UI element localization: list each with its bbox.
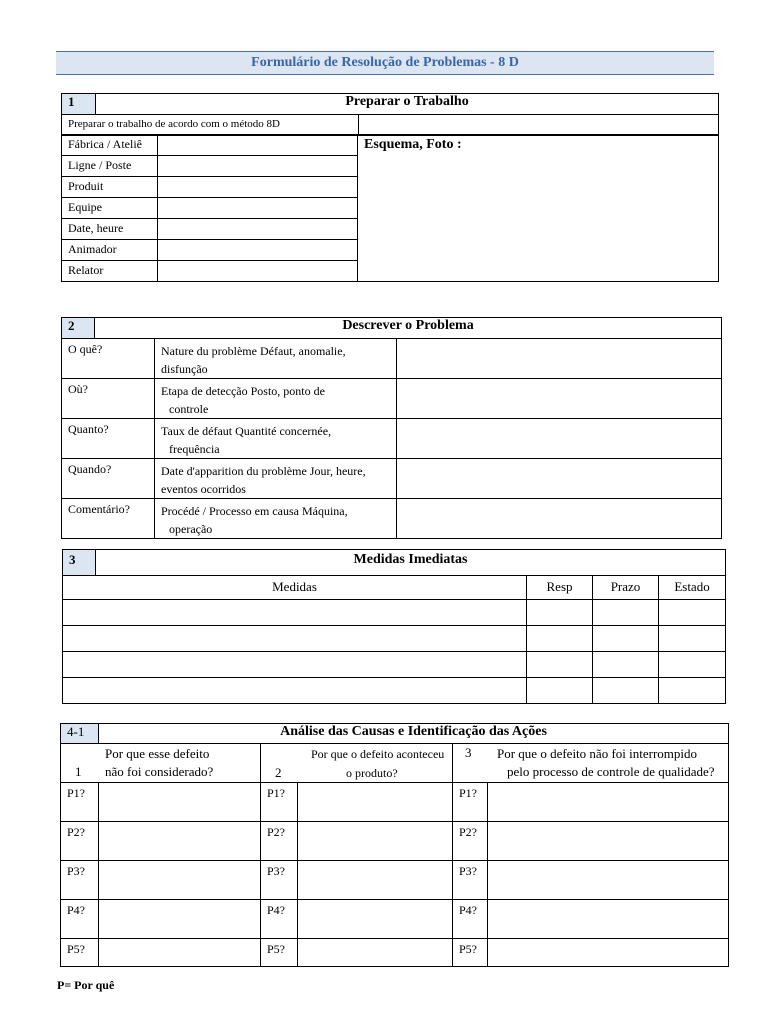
deadline-cell[interactable] bbox=[593, 600, 659, 626]
column-question: Por que esse defeito bbox=[105, 746, 210, 761]
row-value[interactable] bbox=[158, 240, 358, 261]
question-desc: Etapa de detecção Posto, ponto de bbox=[161, 384, 325, 398]
why-label: P3? bbox=[61, 861, 99, 900]
why-label: P5? bbox=[453, 939, 488, 967]
column-question: pelo processo de controle de qualidade? bbox=[507, 764, 715, 779]
table-row bbox=[61, 783, 729, 822]
question-desc: frequência bbox=[169, 442, 220, 456]
row-label: Ligne / Poste bbox=[62, 156, 158, 177]
question-label: Où? bbox=[62, 379, 155, 419]
sketch-photo-area[interactable]: Esquema, Foto : bbox=[358, 135, 719, 282]
column-header-measures: Medidas bbox=[63, 576, 527, 600]
deadline-cell[interactable] bbox=[593, 626, 659, 652]
why-cell[interactable] bbox=[99, 939, 261, 967]
measure-cell[interactable] bbox=[63, 678, 527, 704]
table-row bbox=[63, 600, 726, 626]
why-cell[interactable] bbox=[488, 822, 729, 861]
why-cell[interactable] bbox=[488, 861, 729, 900]
question-desc: Nature du problème Défaut, anomalie, bbox=[161, 344, 346, 358]
resp-cell[interactable] bbox=[527, 652, 593, 678]
why-label: P4? bbox=[61, 900, 99, 939]
answer-cell[interactable] bbox=[397, 419, 722, 459]
status-cell[interactable] bbox=[659, 678, 726, 704]
column-question: Por que o defeito não foi interrompido bbox=[497, 746, 698, 761]
section-prepare-details bbox=[61, 134, 719, 282]
question-desc: disfunção bbox=[161, 362, 208, 376]
row-value[interactable] bbox=[158, 219, 358, 240]
row-label: Relator bbox=[62, 261, 158, 282]
why-cell[interactable] bbox=[488, 783, 729, 822]
answer-cell[interactable] bbox=[397, 339, 722, 379]
why-label: P3? bbox=[261, 861, 298, 900]
why-cell[interactable] bbox=[99, 822, 261, 861]
why-cell[interactable] bbox=[99, 900, 261, 939]
status-cell[interactable] bbox=[659, 652, 726, 678]
footer-legend: P= Por quê bbox=[57, 978, 115, 992]
resp-cell[interactable] bbox=[527, 626, 593, 652]
section-immediate-measures bbox=[62, 549, 726, 704]
section-describe-problem bbox=[61, 317, 722, 539]
why-label: P5? bbox=[61, 939, 99, 967]
column-question: Por que o defeito aconteceu bbox=[311, 747, 445, 761]
why-cell[interactable] bbox=[298, 939, 453, 967]
status-cell[interactable] bbox=[659, 626, 726, 652]
section-number: 1 bbox=[62, 94, 96, 115]
row-label: Equipe bbox=[62, 198, 158, 219]
column-number: 1 bbox=[75, 764, 82, 779]
table-row bbox=[61, 939, 729, 967]
row-label: Fábrica / Ateliê bbox=[62, 135, 158, 156]
section-title: Preparar o Trabalho bbox=[96, 94, 719, 115]
why-label: P1? bbox=[61, 783, 99, 822]
why-cell[interactable] bbox=[99, 783, 261, 822]
question-label: Quando? bbox=[62, 459, 155, 499]
why-label: P1? bbox=[261, 783, 298, 822]
section-title: Análise das Causas e Identificação das Ações bbox=[99, 724, 729, 744]
why-cell[interactable] bbox=[298, 822, 453, 861]
question-desc: controle bbox=[169, 402, 209, 416]
why-label: P4? bbox=[261, 900, 298, 939]
question-label: Comentário? bbox=[62, 499, 155, 539]
column-number: 2 bbox=[275, 765, 282, 780]
status-cell[interactable] bbox=[659, 600, 726, 626]
form-title: Formulário de Resolução de Problemas - 8 D bbox=[56, 51, 714, 75]
table-row bbox=[63, 626, 726, 652]
section-number: 3 bbox=[63, 550, 96, 576]
question-desc: Taux de défaut Quantité concernée, bbox=[161, 424, 332, 438]
column-number: 3 bbox=[465, 745, 472, 760]
deadline-cell[interactable] bbox=[593, 678, 659, 704]
question-desc: eventos ocorridos bbox=[161, 482, 246, 496]
measure-cell[interactable] bbox=[63, 626, 527, 652]
section-title: Medidas Imediatas bbox=[96, 550, 726, 576]
column-header-status: Estado bbox=[659, 576, 726, 600]
answer-cell[interactable] bbox=[397, 459, 722, 499]
table-row bbox=[63, 678, 726, 704]
section-title: Descrever o Problema bbox=[95, 318, 722, 339]
resp-cell[interactable] bbox=[527, 600, 593, 626]
table-row bbox=[63, 652, 726, 678]
subtitle-value[interactable] bbox=[359, 115, 719, 136]
question-label: Quanto? bbox=[62, 419, 155, 459]
measure-cell[interactable] bbox=[63, 652, 527, 678]
row-value[interactable] bbox=[158, 261, 358, 282]
why-cell[interactable] bbox=[488, 939, 729, 967]
row-label: Date, heure bbox=[62, 219, 158, 240]
question-desc: operação bbox=[169, 522, 213, 536]
section-number: 2 bbox=[62, 318, 95, 339]
answer-cell[interactable] bbox=[397, 379, 722, 419]
why-cell[interactable] bbox=[298, 900, 453, 939]
table-row bbox=[61, 861, 729, 900]
question-desc: Date d'apparition du problème Jour, heure, bbox=[161, 464, 366, 478]
question-label: O quê? bbox=[62, 339, 155, 379]
measure-cell[interactable] bbox=[63, 600, 527, 626]
column-header-deadline: Prazo bbox=[593, 576, 659, 600]
row-label: Animador bbox=[62, 240, 158, 261]
why-label: P2? bbox=[61, 822, 99, 861]
question-desc: Procédé / Processo em causa Máquina, bbox=[161, 504, 348, 518]
why-label: P1? bbox=[453, 783, 488, 822]
why-label: P3? bbox=[453, 861, 488, 900]
row-value[interactable] bbox=[158, 198, 358, 219]
why-label: P2? bbox=[453, 822, 488, 861]
why-label: P2? bbox=[261, 822, 298, 861]
why-label: P4? bbox=[453, 900, 488, 939]
section-cause-analysis bbox=[60, 723, 729, 967]
why-cell[interactable] bbox=[298, 861, 453, 900]
row-value[interactable] bbox=[158, 156, 358, 177]
why-label: P5? bbox=[261, 939, 298, 967]
column-header-resp: Resp bbox=[527, 576, 593, 600]
deadline-cell[interactable] bbox=[593, 652, 659, 678]
answer-cell[interactable] bbox=[397, 499, 722, 539]
why-cell[interactable] bbox=[99, 861, 261, 900]
section-subtitle: Preparar o trabalho de acordo com o método 8D bbox=[62, 115, 359, 136]
why-cell[interactable] bbox=[298, 783, 453, 822]
table-row bbox=[61, 900, 729, 939]
section-prepare-work bbox=[61, 93, 719, 136]
column-question: o produto? bbox=[346, 766, 398, 780]
resp-cell[interactable] bbox=[527, 678, 593, 704]
section-number: 4-1 bbox=[61, 724, 99, 744]
row-label: Produit bbox=[62, 177, 158, 198]
table-row bbox=[61, 822, 729, 861]
column-question: não foi considerado? bbox=[105, 764, 214, 779]
row-value[interactable] bbox=[158, 177, 358, 198]
row-value[interactable] bbox=[158, 135, 358, 156]
why-cell[interactable] bbox=[488, 900, 729, 939]
